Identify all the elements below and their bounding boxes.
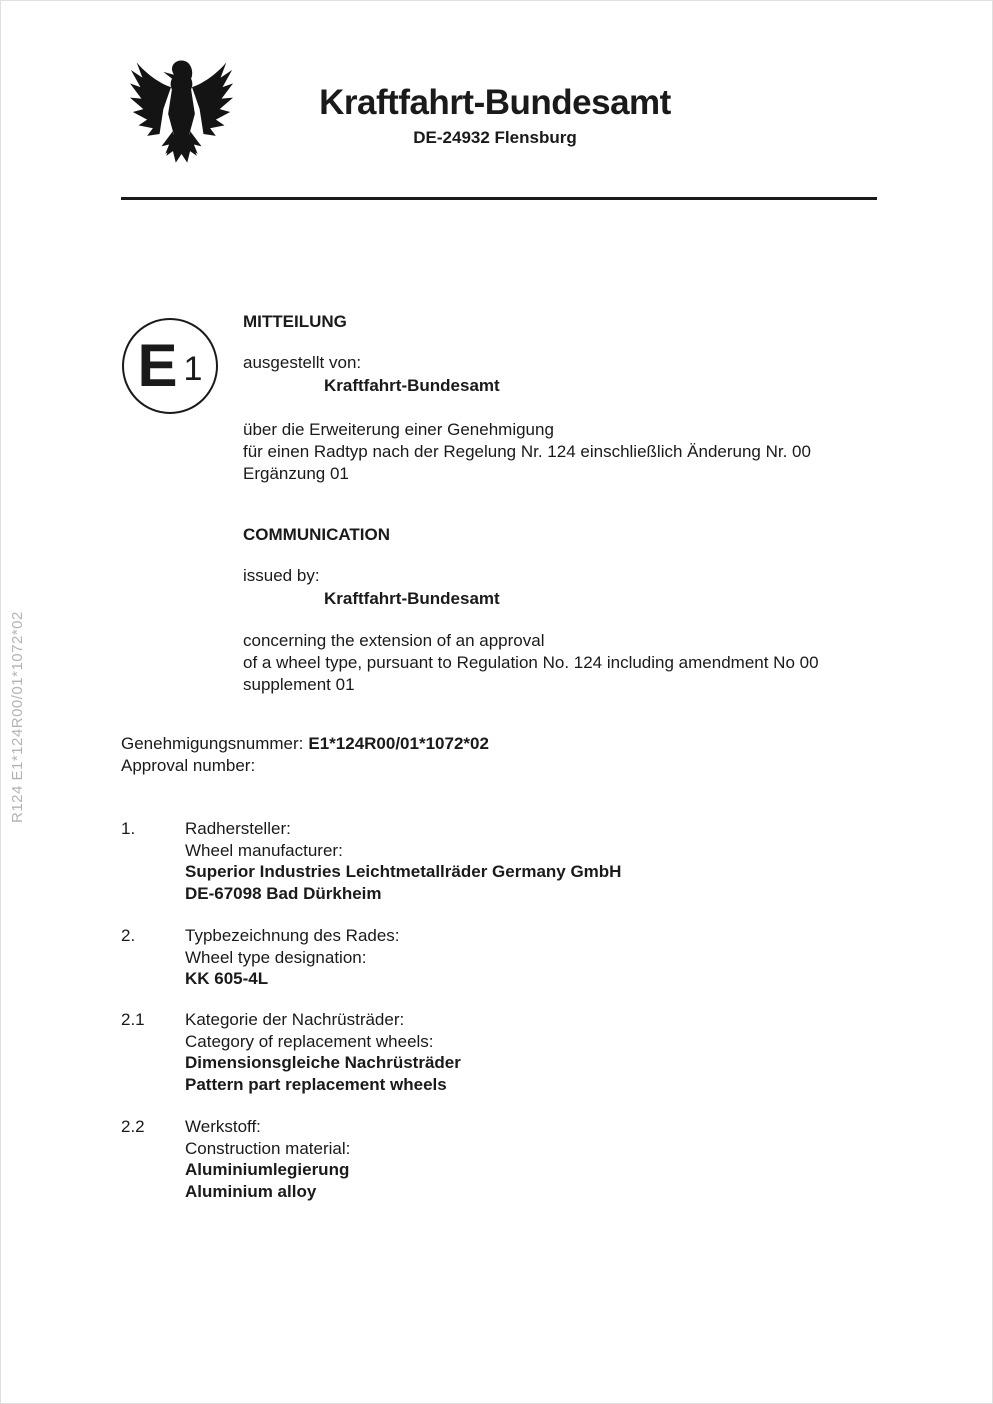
item-label-en: Wheel type designation:	[185, 947, 367, 967]
item-1-manufacturer	[121, 818, 885, 904]
authority-title: Kraftfahrt-Bundesamt	[319, 83, 671, 122]
approval-label-en: Approval number:	[121, 756, 256, 775]
e-mark-number: 1	[183, 350, 203, 388]
item-number: 2.1	[121, 1010, 145, 1029]
item-value: Aluminiumlegierung	[185, 1160, 350, 1179]
item-label-de: Kategorie der Nachrüsträder:	[185, 1010, 405, 1029]
item-value: Dimensionsgleiche Nachrüsträder	[185, 1053, 461, 1072]
item-label-de: Typbezeichnung des Rades:	[185, 926, 400, 945]
issuer-name-en: Kraftfahrt-Bundesamt	[324, 589, 500, 608]
mitteilung-body-line: über die Erweiterung einer Genehmigung	[243, 420, 554, 439]
item-label-en: Wheel manufacturer:	[185, 840, 343, 860]
mitteilung-body	[243, 419, 811, 485]
letterhead	[279, 83, 711, 148]
approval-number-block	[121, 733, 489, 777]
item-label-de: Werkstoff:	[185, 1117, 261, 1136]
issued-by-label-de: ausgestellt von:	[243, 353, 362, 372]
item-value: Aluminium alloy	[185, 1181, 317, 1201]
item-2-2-material	[121, 1116, 885, 1202]
mitteilung-body-line: für einen Radtyp nach der Regelung Nr. 124 einschließlich Änderung Nr. 00	[243, 442, 811, 461]
mitteilung-body-line: Ergänzung 01	[243, 464, 349, 483]
item-value: Superior Industries Leichtmetallräder Germany GmbH	[185, 862, 622, 881]
item-label-de: Radhersteller:	[185, 819, 291, 838]
item-2-type-designation	[121, 925, 885, 990]
item-value: DE-67098 Bad Dürkheim	[185, 883, 382, 903]
item-2-1-category	[121, 1009, 885, 1095]
item-number: 1.	[121, 819, 136, 838]
communication-heading: COMMUNICATION	[243, 525, 390, 544]
issued-by-label-en: issued by:	[243, 566, 320, 585]
e1-approval-mark	[122, 318, 218, 414]
communication-body-line: of a wheel type, pursuant to Regulation No. 124 including amendment No 00	[243, 653, 819, 672]
item-value: KK 605-4L	[185, 969, 269, 988]
approval-number: E1*124R00/01*1072*02	[308, 734, 489, 753]
e-mark-letter: E	[137, 332, 178, 399]
approval-number-line	[121, 733, 489, 755]
document-page	[1, 1, 992, 1403]
item-value: Pattern part replacement wheels	[185, 1074, 447, 1094]
header-divider	[121, 197, 877, 200]
margin-reference-text: R124 E1*124R00/01*1072*02	[9, 611, 26, 823]
communication-body-line: concerning the extension of an approval	[243, 631, 545, 650]
approval-label-de: Genehmigungsnummer:	[121, 734, 304, 753]
item-label-en: Construction material:	[185, 1138, 351, 1158]
mitteilung-heading: MITTEILUNG	[243, 312, 347, 331]
item-number: 2.2	[121, 1117, 145, 1136]
authority-address: DE-24932 Flensburg	[413, 128, 577, 147]
communication-body-line: supplement 01	[243, 675, 355, 694]
item-label-en: Category of replacement wheels:	[185, 1031, 434, 1051]
federal-eagle-logo	[129, 56, 234, 168]
item-number: 2.	[121, 926, 136, 945]
issuer-name-de: Kraftfahrt-Bundesamt	[324, 376, 500, 395]
communication-body	[243, 630, 819, 696]
